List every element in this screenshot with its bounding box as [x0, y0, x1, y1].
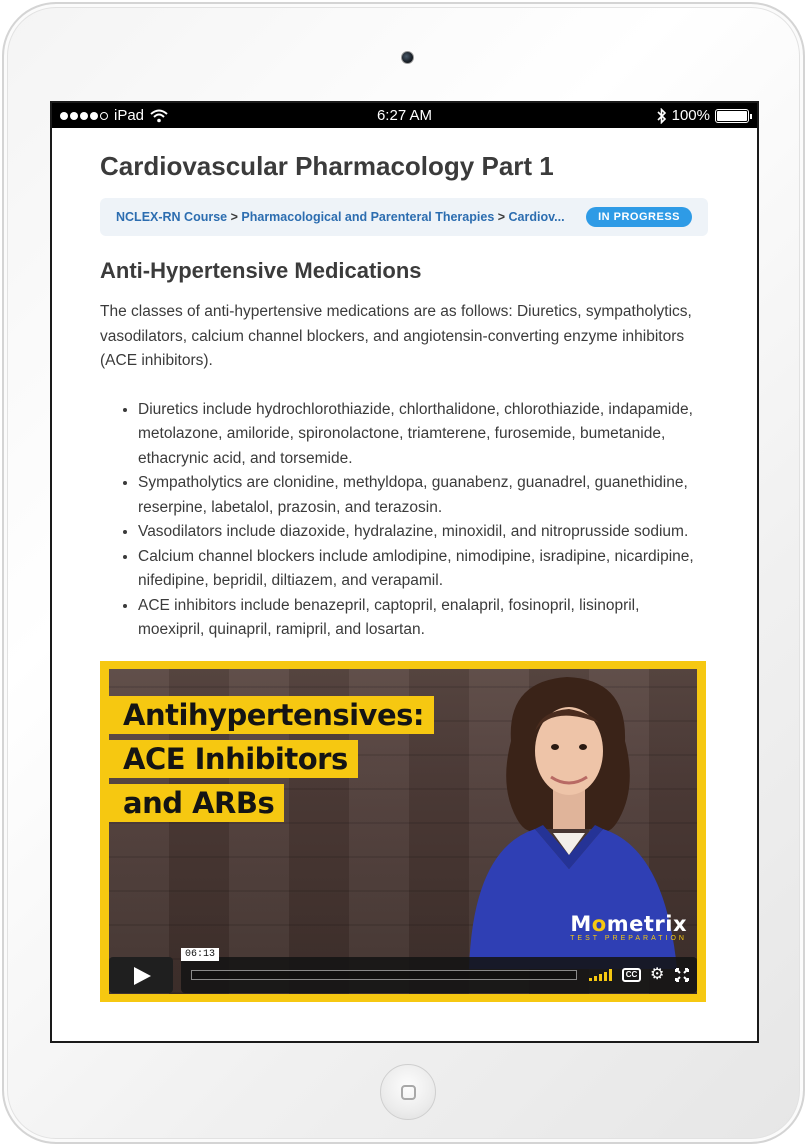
breadcrumb-link-course[interactable]: NCLEX-RN Course [116, 210, 228, 224]
video-controls [109, 948, 697, 993]
video-title [109, 696, 434, 828]
camera-icon [401, 51, 414, 64]
seek-bar[interactable] [185, 948, 577, 980]
status-right [657, 107, 749, 124]
video-title-line: Antihypertensives: [109, 696, 434, 734]
breadcrumb-separator: > [497, 210, 509, 224]
breadcrumb-link-category[interactable]: Pharmacological and Parenteral Therapies [241, 210, 495, 224]
fullscreen-icon[interactable] [675, 968, 689, 982]
play-button[interactable] [109, 957, 173, 993]
breadcrumb-separator: > [230, 210, 242, 224]
carrier-label: iPad [114, 107, 145, 124]
lesson-content [100, 128, 708, 1002]
screen [50, 101, 759, 1043]
home-square-icon [401, 1085, 416, 1100]
status-badge: IN PROGRESS [586, 207, 692, 227]
captions-icon[interactable]: CC [622, 968, 641, 982]
gear-icon[interactable]: ⚙ [650, 965, 665, 983]
video-title-line: ACE Inhibitors [109, 740, 358, 778]
list-item: • Sympatholytics are clonidine, methyldopa, guanabenz, guanadrel, guanethidine, reserpine, labetalol, prazosin, and terazosin. [138, 471, 708, 520]
home-button[interactable] [380, 1064, 436, 1120]
page-title: Cardiovascular Pharmacology Part 1 [100, 151, 554, 181]
battery-percent: 100% [671, 107, 710, 124]
list-item: • ACE inhibitors include benazepril, captopril, enalapril, fosinopril, lisinopril, moexipril, quinapril, ramipril, and losartan. [138, 594, 708, 643]
section-heading: Anti-Hypertensive Medications [100, 258, 422, 283]
breadcrumb-link-current[interactable]: Cardiov... [508, 210, 565, 224]
list-item: • Diuretics include hydrochlorothiazide, chlorthalidone, chlorothiazide, indapamide, metolazone, amiloride, spironolactone, triamterene, furosemide, bumetanide, ethacrynic acid, and torsemide. [138, 398, 708, 472]
volume-icon[interactable] [589, 969, 612, 981]
status-bar [52, 103, 757, 128]
video-frame[interactable] [109, 669, 697, 994]
medication-list [100, 398, 708, 643]
brand-logo [570, 913, 687, 942]
intro-paragraph: The classes of anti-hypertensive medications are as follows: Diuretics, sympatholytics, vasodilators, calcium channel blockers, and angiotensin-converting enzyme inhibitors (ACE inhibitors). [100, 303, 692, 369]
battery-icon [715, 109, 749, 123]
list-item: • Calcium channel blockers include amlodipine, nimodipine, isradipine, nicardipine, nifedipine, bepridil, diltiazem, and verapamil. [138, 545, 708, 594]
video-title-line: and ARBs [109, 784, 284, 822]
play-icon [134, 967, 151, 985]
clock: 6:27 AM [376, 107, 433, 124]
list-item: • Vasodilators include diazoxide, hydralazine, minoxidil, and nitroprusside sodium. [138, 520, 708, 545]
bluetooth-icon [657, 108, 667, 124]
brand-name: Mometrix [570, 911, 687, 936]
duration-label: 06:13 [181, 948, 219, 961]
breadcrumb-trail [116, 210, 565, 224]
brand-subtitle: TEST PREPARATION [570, 934, 687, 942]
breadcrumb [100, 198, 708, 236]
video-player[interactable] [100, 661, 706, 1002]
control-bar [181, 948, 697, 993]
